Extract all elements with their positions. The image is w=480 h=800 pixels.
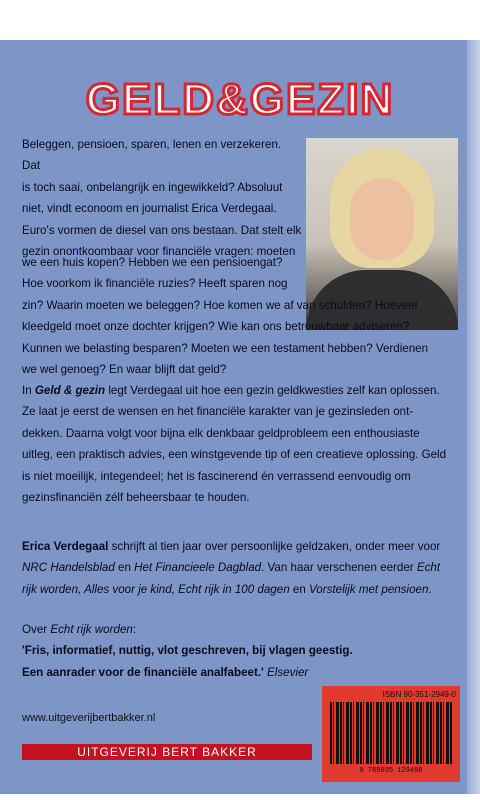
quote-source: Elsevier bbox=[263, 665, 309, 679]
publisher-url: www.uitgeverijbertbakker.nl bbox=[22, 712, 156, 724]
intro-line: kleedgeld moet onze dochter krijgen? Wie kan ons betrouwbaar adviseren? bbox=[22, 320, 410, 334]
intro-line: we een huis kopen? Hebben we een pensioengat? bbox=[22, 256, 283, 269]
text-fragment: . bbox=[428, 582, 432, 596]
author-bio bbox=[22, 536, 452, 600]
text-fragment: en bbox=[289, 582, 309, 596]
text-fragment: . Van haar verschenen eerder bbox=[261, 561, 417, 575]
intro-line: Beleggen, pensioen, sparen, lenen en verzekeren. Dat bbox=[22, 138, 282, 173]
text-fragment: : bbox=[132, 623, 137, 636]
barcode-icon bbox=[330, 702, 452, 764]
text-fragment: Over bbox=[22, 623, 51, 636]
barcode-digits: 9 789035 129498 bbox=[359, 767, 423, 775]
intro-line: is toch saai, onbelangrijk en ingewikkeld? Absoluut bbox=[22, 180, 283, 194]
previous-book: Vorstelijk met pensioen bbox=[309, 582, 429, 596]
quote-line: 'Fris, informatief, nuttig, vlot geschreven, bij vlagen geestig. bbox=[22, 644, 353, 658]
publisher-banner: UITGEVERIJ BERT BAKKER bbox=[22, 744, 312, 760]
intro-line: Euro's vormen de diesel van ons bestaan. Dat stelt elk bbox=[22, 223, 302, 237]
quote-text: Een aanrader voor de financiële analfabeet.' bbox=[22, 665, 264, 679]
quote-line-2 bbox=[22, 662, 452, 683]
quote-intro bbox=[22, 619, 452, 640]
book-title-inline: Geld & gezin bbox=[34, 384, 106, 397]
quoted-book-title: Echt rijk worden bbox=[50, 623, 133, 636]
book-title-logo bbox=[28, 74, 452, 122]
text-fragment: schrijft al tien jaar over persoonlijke geldzaken, onder meer voor bbox=[108, 540, 441, 553]
book-description bbox=[22, 380, 452, 508]
review-quote bbox=[22, 619, 452, 683]
book-spine-edge bbox=[467, 40, 480, 794]
text-fragment: en bbox=[114, 561, 135, 575]
book-title: GELD&GEZIN bbox=[85, 75, 395, 122]
author-name: Erica Verdegaal bbox=[22, 540, 109, 553]
intro-line: Hoe voorkom ik financiële ruzies? Heeft sparen nog bbox=[22, 277, 288, 291]
intro-line: niet, vindt econoom en journalist Erica Verdegaal. bbox=[22, 202, 277, 216]
intro-line: zin? Waarin moeten we beleggen? Hoe komen we af van schulden? Hoeveel bbox=[22, 298, 418, 312]
book-description-text: legt Verdegaal uit hoe een gezin geldkwesties zelf kan oplossen. Ze laat je eerst de wensen en het financiële karakter van je gezinsleden ont-dekken. Daarna volgt voor bijna elk denkbaar geldprobleem een enthousiaste uitleg, een praktisch advies, een winstgevende tip of een creatieve oplossing. Geld is niet moeilijk, integendeel; het is fascinerend én verrassend eenvoudig om gezinsfinanciën zélf beheersbaar te houden. bbox=[22, 384, 447, 505]
intro-paragraph bbox=[22, 134, 452, 262]
previous-books: Echt rijk worden, Alles voor je kind, Echt rijk in 100 dagen bbox=[22, 561, 441, 596]
publication-name: Het Financieele Dagblad bbox=[134, 561, 262, 575]
intro-line: Kunnen we belasting besparen? Moeten we een testament hebben? Verdienen bbox=[22, 341, 429, 355]
barcode-block bbox=[322, 686, 460, 782]
intro-paragraph-cont bbox=[22, 252, 452, 380]
intro-line: we wel genoeg? En waar blijft dat geld? bbox=[22, 363, 227, 377]
isbn-label: ISBN 90-351-2949-0 bbox=[382, 690, 456, 699]
publication-name: NRC Handelsblad bbox=[22, 561, 115, 575]
intro-line: gezin onontkoombaar voor financiële vragen: moeten bbox=[22, 245, 296, 259]
text-fragment: In bbox=[22, 384, 35, 397]
